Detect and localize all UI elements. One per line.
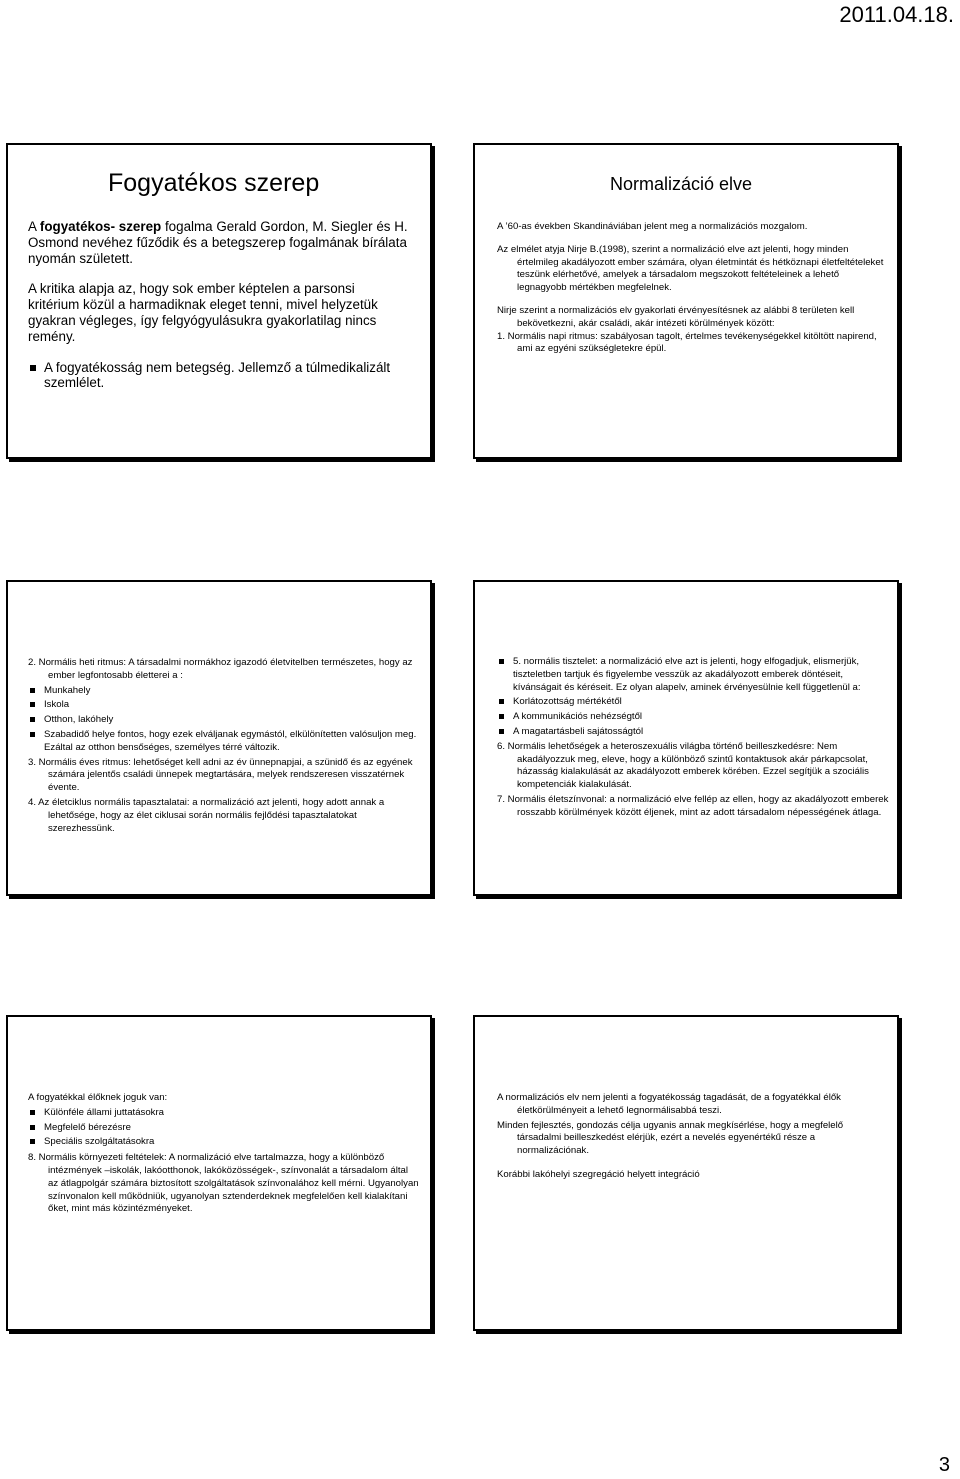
slide-title: Fogyatékos szerep (108, 169, 320, 197)
bullet-item: Korlátozottság mértékétől (497, 696, 889, 709)
paragraph: Korábbi lakóhelyi szegregáció helyett integráció (497, 1168, 700, 1180)
bullet-item: A fogyatékosság nem betegség. Jellemző a túlmedikalizált szemlélet. (28, 360, 408, 392)
paragraph-definition: A fogyatékos- szerep fogalma Gerald Gordon, M. Siegler és H. Osmond nevéhez fűződik és a betegszerep fogalmának bírálata nyomán született. (28, 219, 408, 266)
numbered-item: 8. Normális környezeti feltételek: A normalizáció elve tartalmazza, hogy a különböző intézmények –iskolák, lakóotthonok, lakóközösségek-, színvonalát a társadalom által az átlagpolgár számára biztosított szolgáltatások színvonalához kell mérni. Ugyanolyan színvonalon kell működniük, ugyanolyan sztenderdeknek megfelelően kell kialakítani őket, mint más közintézményeket. (28, 1152, 419, 1215)
slide-body (28, 1092, 420, 1216)
bullet-item: Munkahely (28, 685, 420, 698)
slide-tisztelet (473, 580, 899, 896)
slide-jogok (6, 1015, 432, 1331)
bullet-item: A kommunikációs nehézségtől (497, 711, 889, 724)
numbered-item: 1. Normális napi ritmus: szabályosan tagolt, értelmes tevékenységekkel kitöltött napirend, ami az egyéni szükségletekre épül. (497, 330, 877, 355)
bullet-item: Speciális szolgáltatásokra (28, 1136, 420, 1149)
bullet-item: Iskola (28, 699, 420, 712)
paragraph: Minden fejlesztés, gondozás célja ugyanis annak megkísérlése, hogy a megfelelő társadalmi beilleszkedést elérjük, ezért a nevelés egyenértékű része a normalizációnak. (497, 1119, 844, 1157)
bullet-item: Különféle állami juttatásokra (28, 1107, 420, 1120)
page-number: 3 (938, 1454, 950, 1476)
numbered-item: 7. Normális életszínvonal: a normalizáció elve fellép az ellen, hogy az akadályozott emberek rosszabb körülmények között éljenek, mint az adott társadalom népességének átlaga. (497, 793, 889, 818)
slide-fogyatekos-szerep (6, 143, 432, 459)
numbered-item: 3. Normális éves ritmus: lehetőséget kell adni az év ünnepnapjai, a szünidő és az egyének számára jelentős családi ünnepek megtartására, melyek rendszeresen visszatérnek évente. (28, 756, 413, 794)
bullet-item: Megfelelő bérezésre (28, 1122, 420, 1135)
numbered-item: 6. Normális lehetőségek a heteroszexuális világba történő beilleszkedésre: Nem akadályozzuk meg, eleve, hogy a különböző szintű kontaktusok akár párkapcsolat, házasság kialakulását az akadályozott emberek körében. Ezzel segítjük a szociális kompetenciák kialakulását. (497, 740, 869, 791)
paragraph: A ’60-as években Skandináviában jelent meg a normalizációs mozgalom. (497, 221, 808, 232)
numbered-item: 4. Az életciklus normális tapasztalatai: a normalizáció azt jelenti, hogy adott annak a lehetősége, hogy az élet ciklusai során normális fejlődési tapasztalatokat szerezhessünk. (28, 796, 385, 834)
slide-body (497, 656, 889, 820)
slide-integracio (473, 1015, 899, 1331)
slide-ritmusok (6, 580, 432, 896)
paragraph: Az elmélet atyja Nirje B.(1998), szerint a normalizáció elve azt jelenti, hogy minden értelmileg akadályozott ember számára, olyan életmintát és hétköznapi életfeltételeket teszünk elérhetővé, amelyek a társadalom megszokott feltételeinek a lehető legnagyobb mértékben megfelelnek. (497, 243, 884, 294)
paragraph: A normalizációs elv nem jelenti a fogyatékosság tagadását, de a fogyatékkal élők életkörülményeit a lehető legnormálisabbá teszi. (497, 1092, 841, 1116)
bullet-item: Szabadidő helye fontos, hogy ezek elváljanak egymástól, elkülönítetten valósuljon meg. Ezáltal az otthon bensőséges, személyes térré változik. (28, 729, 420, 755)
bullet-item: A magatartásbeli sajátosságtól (497, 726, 889, 739)
slide-body (28, 657, 420, 835)
paragraph: A fogyatékkal élőknek joguk van: (28, 1092, 168, 1103)
slide-normalizacio-elve (473, 143, 899, 459)
bullet-item: 5. normális tisztelet: a normalizáció elve azt is jelenti, hogy elfogadjuk, elismerjük, tiszteletben tartjuk és figyelembe vesszük az akadályozott emberek döntéseit, kívánságait és kéréseit. Ez olyan alapelv, aminek érvényesülnie kell függetlenül a: (497, 656, 889, 694)
slide-body (497, 221, 889, 356)
paragraph-critique: A kritika alapja az, hogy sok ember képtelen a parsonsi kritérium közül a harmadiknak eleget tenni, mivel helyzetük gyakran végleges, így felgyógyulásukra gyakorlatilag nincs remény. (28, 281, 378, 344)
bullet-item: Otthon, lakóhely (28, 714, 420, 727)
slide-title: Normalizáció elve (610, 174, 753, 194)
paragraph: Nirje szerint a normalizációs elv gyakorlati érvényesítésnek az alábbi 8 területen kell bekövetkezni, akár családi, akár intézeti körülmények között: (497, 304, 855, 329)
numbered-item: 2. Normális heti ritmus: A társadalmi normákhoz igazodó életvitelben természetes, hogy az ember legfontosabb életterei a : (28, 657, 413, 681)
page-date: 2011.04.18. (839, 2, 954, 27)
slide-body (28, 219, 408, 391)
slide-body (497, 1092, 889, 1182)
